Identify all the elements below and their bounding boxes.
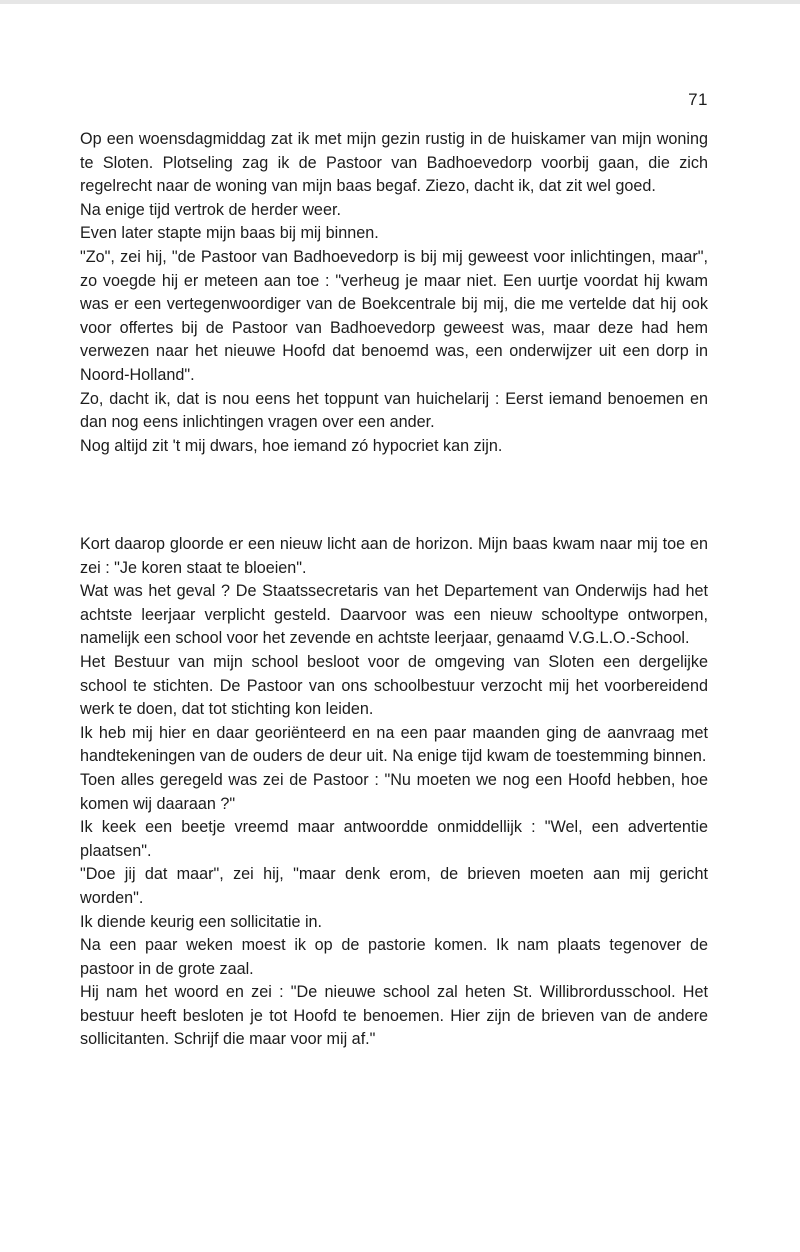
paragraph: Ik heb mij hier en daar georiënteerd en na een paar maanden ging de aanvraag met handtekeningen van de ouders de deur uit. Na enige tijd kwam de toestemming binnen. <box>80 723 708 766</box>
paragraph: Het Bestuur van mijn school besloot voor de omgeving van Sloten een dergelijke school te stichten. De Pastoor van ons schoolbestuur verzocht mij het voorbereidend werk te doen, dat tot stichting kon leiden. <box>80 652 708 719</box>
paragraph: Na een paar weken moest ik op de pastorie komen. Ik nam plaats tegenover de pastoor in de grote zaal. <box>80 936 708 978</box>
paragraph: Toen alles geregeld was zei de Pastoor : "Nu moeten we nog een Hoofd hebben, hoe komen wij daaraan ?" <box>80 770 708 813</box>
text-section-2 <box>80 533 708 1052</box>
paragraph: Zo, dacht ik, dat is nou eens het toppunt van huichelarij : Eerst iemand benoemen en dan nog eens inlichtingen vragen over een ander. <box>80 389 708 432</box>
paragraph: Hij nam het woord en zei : "De nieuwe school zal heten St. Willibrordusschool. Het bestuur heeft besloten je tot Hoofd te benoemen. Hier zijn de brieven van de andere sollicitanten. Schrijf die maar voor mij af." <box>80 983 708 1049</box>
paragraph: Na enige tijd vertrok de herder weer. <box>80 200 341 219</box>
scan-edge <box>0 0 800 4</box>
paragraph: Kort daarop gloorde er een nieuw licht aan de horizon. Mijn baas kwam naar mij toe en zei : "Je koren staat te bloeien". <box>80 535 708 577</box>
paragraph: Ik keek een beetje vreemd maar antwoordde onmiddellijk : "Wel, een advertentie plaatsen". <box>80 818 708 860</box>
paragraph: Ik diende keurig een sollicitatie in. <box>80 912 323 931</box>
page-number: 71 <box>688 90 708 109</box>
paragraph: Op een woensdagmiddag zat ik met mijn gezin rustig in de huiskamer van mijn woning te Sloten. Plotseling zag ik de Pastoor van Badhoevedorp voorbij gaan, die zich regelrecht naar de woning van mijn baas begaf. Ziezo, dacht ik, dat zit wel goed. <box>80 130 708 196</box>
paragraph: Even later stapte mijn baas bij mij binnen. <box>80 224 379 243</box>
paragraph: "Doe jij dat maar", zei hij, "maar denk erom, de brieven moeten aan mij gericht worden". <box>80 865 708 907</box>
paragraph: Wat was het geval ? De Staatssecretaris van het Departement van Onderwijs had het achtste leerjaar verplicht gesteld. Daarvoor was een nieuw schooltype ontworpen, namelijk een school voor het zevende en achtste leerjaar, genaamd V.G.L.O.-School. <box>80 582 708 648</box>
text-section-1 <box>80 128 708 458</box>
paragraph: Nog altijd zit 't mij dwars, hoe iemand zó hypocriet kan zijn. <box>80 436 503 455</box>
paragraph: "Zo", zei hij, "de Pastoor van Badhoevedorp is bij mij geweest voor inlichtingen, maar", zo voegde hij er meteen aan toe : "verheug je maar niet. Een uurtje voordat hij kwam was er een vertegenwoordiger van de Boekcentrale bij mij, die me vertelde dat hij ook voor offertes bij de Pastoor van Badhoevedorp geweest was, maar deze had hem verwezen naar het nieuwe Hoofd dat benoemd was, een onderwijzer uit een dorp in Noord-Holland". <box>80 247 708 384</box>
